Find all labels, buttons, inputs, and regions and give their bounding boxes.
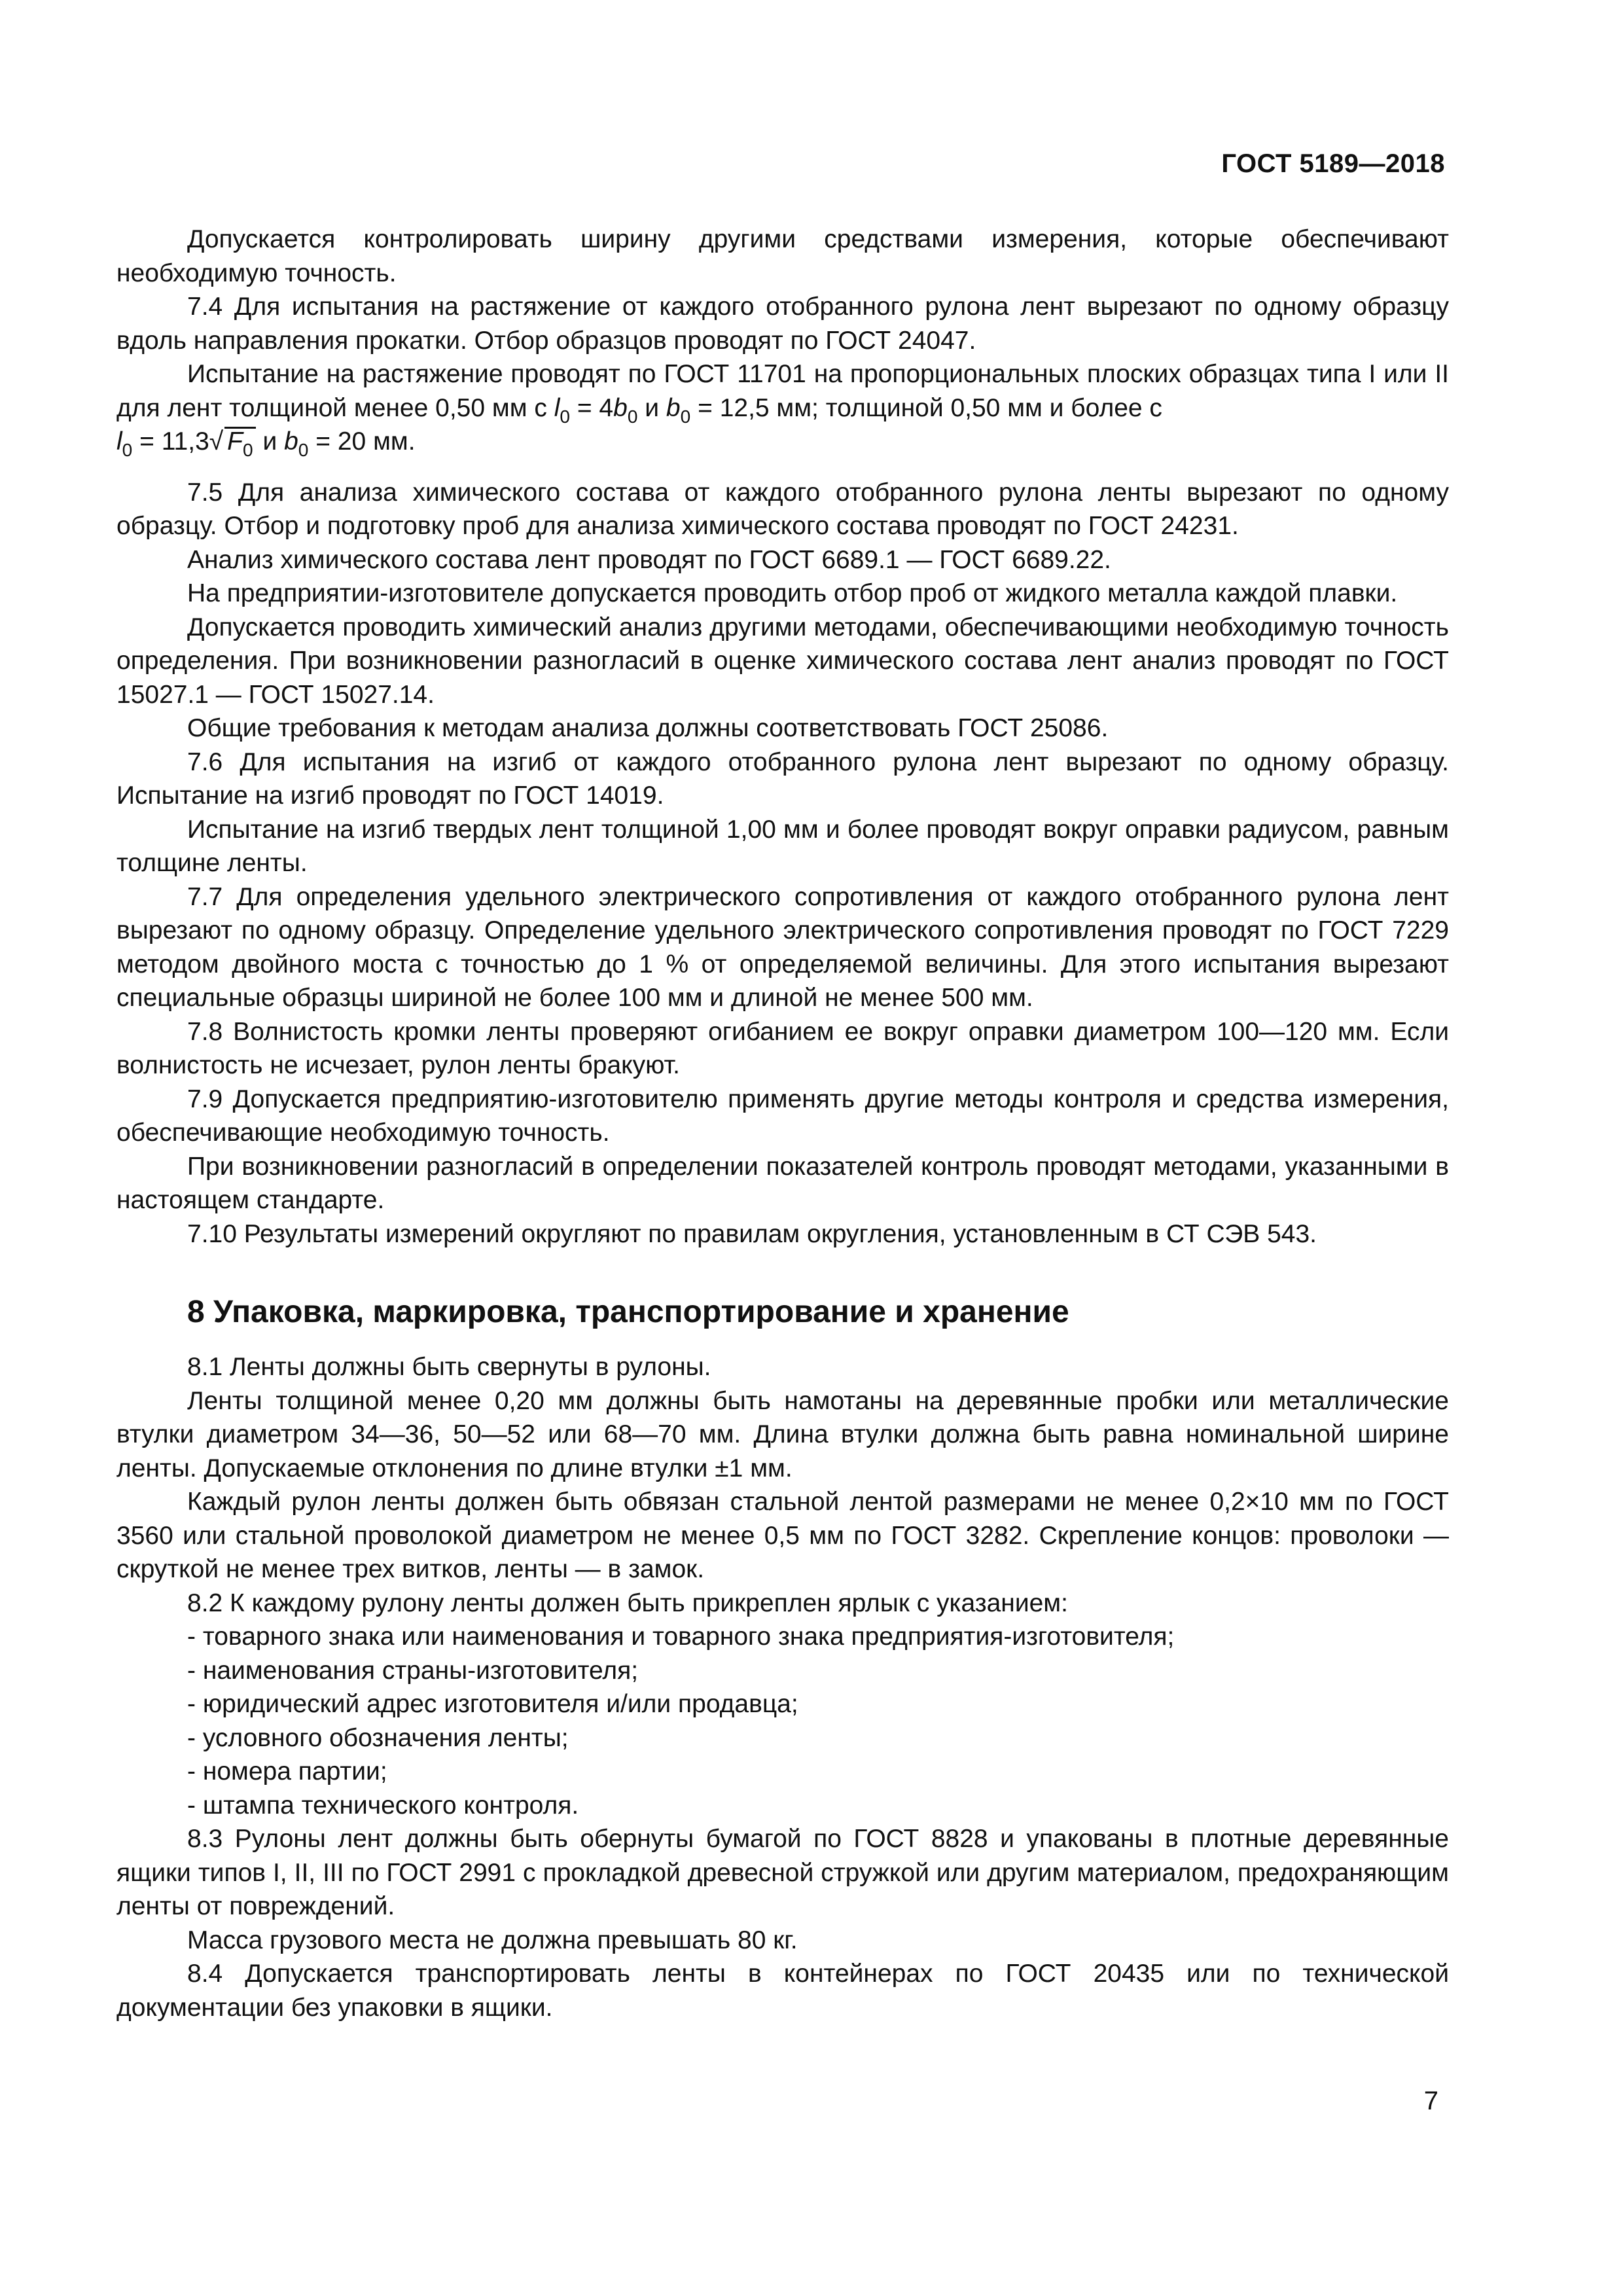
formula-sub: 0 xyxy=(680,406,691,427)
document-code: ГОСТ 5189—2018 xyxy=(1221,149,1445,178)
formula-b: b xyxy=(666,393,681,422)
paragraph: Допускается проводить химический анализ другими методами, обеспечивающими необходимую точность определения. При возникновении разногласий в оценке химического состава лент анализ проводят по ГОСТ 15027.1 — ГОСТ 15027.14. xyxy=(116,613,1449,709)
spacer xyxy=(116,459,1449,476)
formula-text: = 11,3 xyxy=(132,427,209,456)
formula-sub: 0 xyxy=(243,439,253,460)
formula-l: l xyxy=(116,427,122,456)
list-item: - наименования страны-изготовителя; xyxy=(187,1656,639,1685)
formula-sub: 0 xyxy=(122,439,133,460)
paragraph-8-1: 8.1 Ленты должны быть свернуты в рулоны. xyxy=(187,1353,711,1381)
paragraph-7-4: 7.4 Для испытания на растяжение от каждого отобранного рулона лент вырезают по одному образцу вдоль направления прокатки. Отбор образцов проводят по ГОСТ 24047. xyxy=(116,293,1449,355)
paragraph: Каждый рулон ленты должен быть обвязан стальной лентой размерами не менее 0,2×10 мм по ГОСТ 3560 или стальной проволокой диаметром не менее 0,5 мм по ГОСТ 3282. Скрепление концов: проволоки — скруткой не менее трех витков, ленты — в замок. xyxy=(116,1488,1449,1583)
paragraph-8-2: 8.2 К каждому рулону ленты должен быть прикреплен ярлык с указанием: xyxy=(187,1588,1068,1617)
paragraph-7-6: 7.6 Для испытания на изгиб от каждого отобранного рулона лент вырезают по одному образцу. Испытание на изгиб проводят по ГОСТ 14019. xyxy=(116,747,1449,810)
formula-text: и xyxy=(637,393,666,422)
formula-text: = 12,5 мм; толщиной 0,50 мм и более с xyxy=(690,393,1162,422)
formula-text: = 4 xyxy=(569,393,614,422)
paragraph-7-7: 7.7 Для определения удельного электрического сопротивления от каждого отобранного рулона лент вырезают по одному образцу. Определение удельного электрического сопротивления проводят по ГОСТ 7229 методом двойного моста с точностью до 1 % от определяемой величины. Для этого испытания вырезают специальные образцы шириной не более 100 мм и длиной не менее 500 мм. xyxy=(116,882,1449,1012)
list-item: - штампа технического контроля. xyxy=(187,1791,579,1820)
document-body xyxy=(116,223,1449,2024)
paragraph: Масса грузового места не должна превышать 80 кг. xyxy=(187,1926,798,1954)
formula-text: = 20 мм. xyxy=(308,427,416,456)
formula-F: F xyxy=(227,427,243,456)
paragraph: Ленты толщиной менее 0,20 мм должны быть намотаны на деревянные пробки или металлические втулки диаметром 34—36, 50—52 или 68—70 мм. Длина втулки должна быть равна номинальной ширине ленты. Допускаемые отклонения по длине втулки ±1 мм. xyxy=(116,1386,1449,1482)
sqrt-icon: √ xyxy=(209,427,224,456)
formula-sub: 0 xyxy=(298,439,309,460)
paragraph-7-10: 7.10 Результаты измерений округляют по правилам округления, установленным в СТ СЭВ 543. xyxy=(187,1219,1317,1248)
paragraph-text: Испытание на растяжение проводят по ГОСТ 11701 на пропорциональных плоских образцах типа I или II для лент толщиной менее 0,50 мм с xyxy=(116,360,1449,422)
formula-b: b xyxy=(284,427,298,456)
page-number: 7 xyxy=(1423,2087,1438,2115)
formula-line xyxy=(116,425,1449,459)
list-item: - условного обозначения ленты; xyxy=(187,1723,569,1752)
paragraph-7-8: 7.8 Волнистость кромки ленты проверяют огибанием ее вокруг оправки диаметром 100—120 мм. Если волнистость не исчезает, рулон ленты бракуют. xyxy=(116,1017,1449,1079)
paragraph: Общие требования к методам анализа должны соответствовать ГОСТ 25086. xyxy=(187,714,1109,742)
paragraph-8-4: 8.4 Допускается транспортировать ленты в контейнерах по ГОСТ 20435 или по технической документации без упаковки в ящики. xyxy=(116,1960,1449,2022)
formula-text: и xyxy=(255,427,285,456)
formula-b: b xyxy=(613,393,628,422)
paragraph-7-9: 7.9 Допускается предприятию-изготовителю применять другие методы контроля и средства измерения, обеспечивающие необходимую точность. xyxy=(116,1085,1449,1147)
paragraph-8-3: 8.3 Рулоны лент должны быть обернуты бумагой по ГОСТ 8828 и упакованы в плотные деревянные ящики типов I, II, III по ГОСТ 2991 с прокладкой древесной стружкой или другим материалом, предохраняющим ленты от повреждений. xyxy=(116,1825,1449,1920)
paragraph: На предприятии-изготовителе допускается проводить отбор проб от жидкого металла каждой плавки. xyxy=(187,579,1398,607)
formula-sub: 0 xyxy=(560,406,570,427)
paragraph: Испытание на изгиб твердых лент толщиной 1,00 мм и более проводят вокруг оправки радиусом, равным толщине ленты. xyxy=(116,815,1449,877)
paragraph: При возникновении разногласий в определении показателей контроль проводят методами, указанными в настоящем стандарте. xyxy=(116,1152,1449,1214)
paragraph: Допускается контролировать ширину другими средствами измерения, которые обеспечивают необходимую точность. xyxy=(116,225,1449,287)
paragraph-7-5: 7.5 Для анализа химического состава от каждого отобранного рулона ленты вырезают по одному образцу. Отбор и подготовку проб для анализа химического состава проводят по ГОСТ 24231. xyxy=(116,478,1449,540)
formula-l: l xyxy=(554,393,560,422)
sqrt-radicand xyxy=(224,427,255,460)
paragraph: Анализ химического состава лент проводят по ГОСТ 6689.1 — ГОСТ 6689.22. xyxy=(187,545,1111,574)
list-item: - номера партии; xyxy=(187,1757,387,1785)
formula-sub: 0 xyxy=(627,406,638,427)
section-heading-8: 8 Упаковка, маркировка, транспортирование и хранение xyxy=(187,1295,1069,1329)
list-item: - юридический адрес изготовителя и/или продавца; xyxy=(187,1690,798,1718)
paragraph-tensile-test xyxy=(116,357,1449,425)
list-item: - товарного знака или наименования и товарного знака предприятия-изготовителя; xyxy=(187,1623,1175,1651)
